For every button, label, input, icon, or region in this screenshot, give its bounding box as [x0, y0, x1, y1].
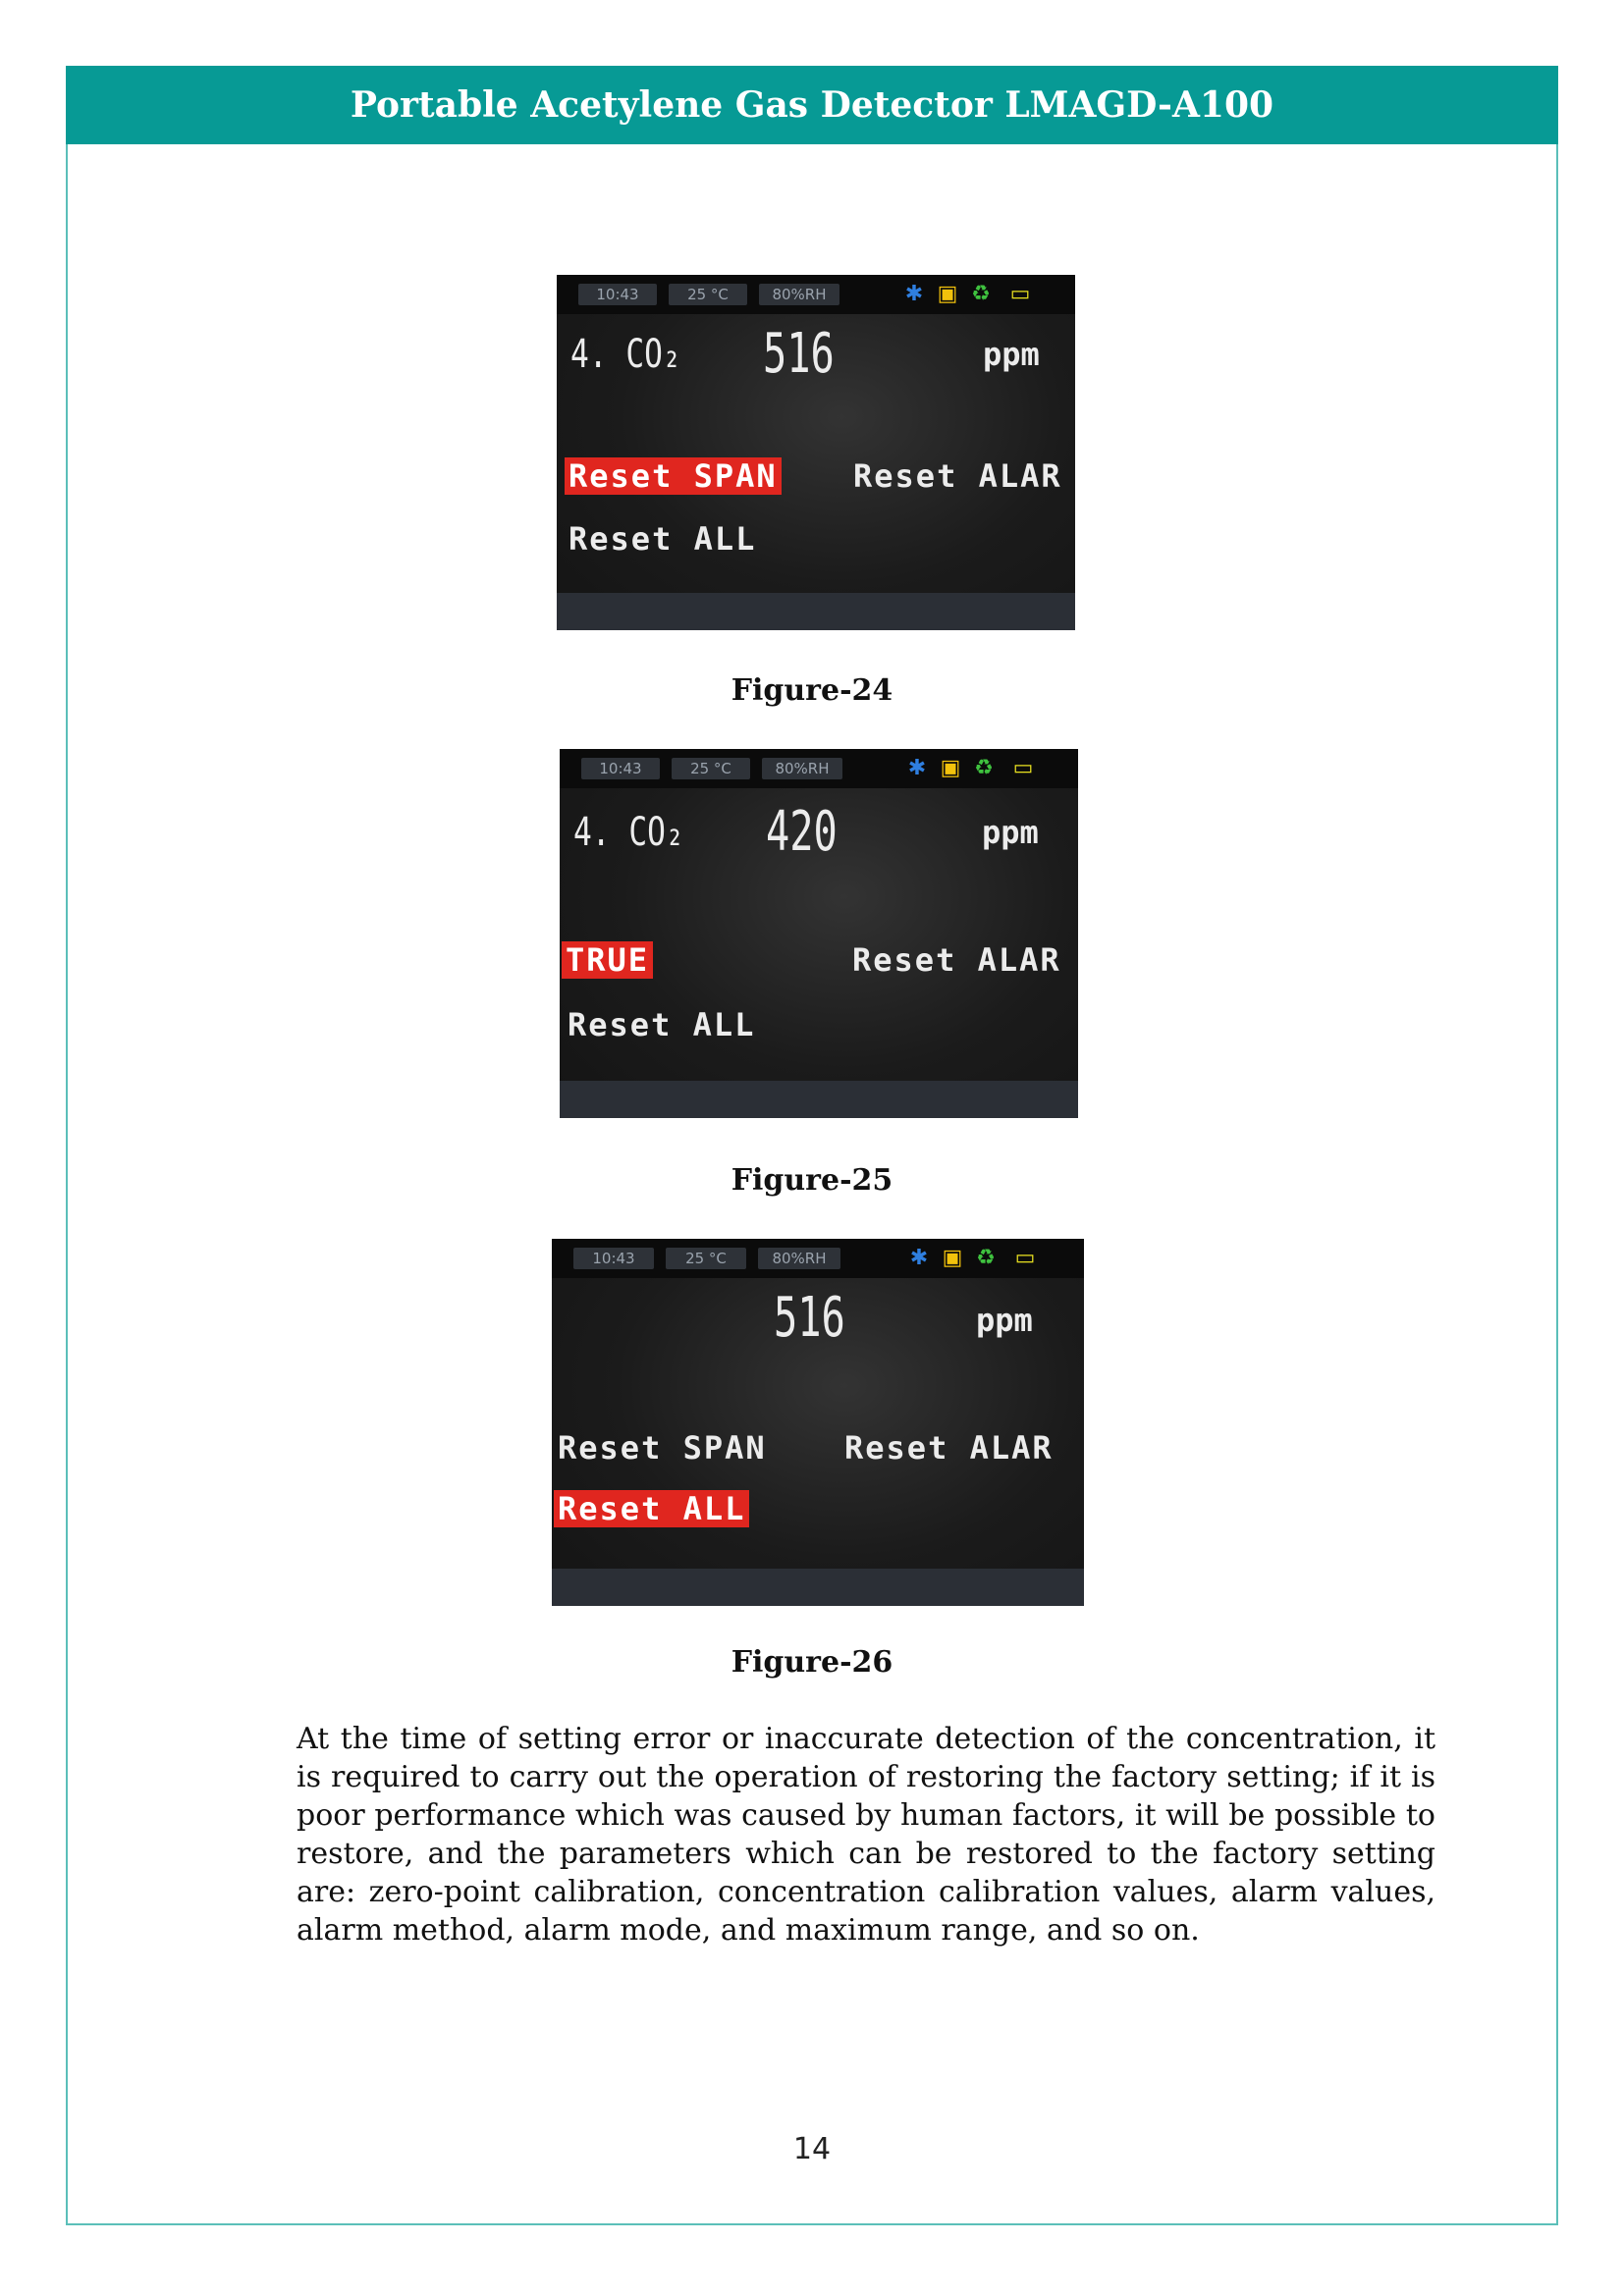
screen-bottom-strip	[560, 1081, 1078, 1118]
storage-icon: ▣	[937, 282, 958, 306]
gas-label: 4. CO₂	[573, 810, 684, 855]
time-readout: 10:43	[581, 758, 660, 779]
gas-label: 4. CO₂	[570, 332, 681, 377]
battery-icon: ▭	[1012, 756, 1034, 780]
recycle-icon: ♻	[974, 756, 994, 780]
menu-reset-span[interactable]: Reset SPAN	[558, 1429, 767, 1467]
battery-icon: ▭	[1009, 282, 1031, 306]
menu-reset-all[interactable]: Reset ALL	[568, 520, 757, 558]
bluetooth-icon: ✱	[907, 756, 927, 780]
document-header: Portable Acetylene Gas Detector LMAGD-A100	[66, 66, 1558, 144]
gas-unit: ppm	[982, 814, 1039, 851]
body-paragraph: At the time of setting error or inaccurate detection of the concentration, it is required to carry out the operation of restoring the factory setting; if it is poor performance which was caused by human factors, it will be possible to restore, and the parameters which can be restored to the factory setting are: zero-point calibration, concentration calibration values, alarm values, alarm method, alarm mode, and maximum range, and so on.	[297, 1722, 1435, 1948]
figure-caption: Figure-24	[731, 673, 893, 708]
temperature-readout: 25 °C	[669, 284, 747, 305]
device-screen-figure-25	[560, 749, 1078, 1118]
gas-concentration-value: 516	[763, 322, 835, 386]
humidity-readout: 80%RH	[759, 284, 839, 305]
humidity-readout: 80%RH	[758, 1248, 840, 1269]
temperature-readout: 25 °C	[672, 758, 750, 779]
bluetooth-icon: ✱	[904, 282, 924, 306]
gas-unit: ppm	[983, 336, 1040, 373]
menu-reset-alarm[interactable]: Reset ALAR	[853, 457, 1062, 495]
screen-bottom-strip	[552, 1569, 1084, 1606]
status-bar	[552, 1239, 1084, 1278]
screen-bottom-strip	[557, 593, 1075, 630]
figure-caption: Figure-26	[731, 1645, 893, 1680]
recycle-icon: ♻	[971, 282, 991, 306]
menu-reset-alarm[interactable]: Reset ALAR	[844, 1429, 1054, 1467]
menu-reset-alarm[interactable]: Reset ALAR	[852, 941, 1061, 979]
bluetooth-icon: ✱	[909, 1246, 929, 1270]
gas-unit: ppm	[976, 1302, 1033, 1339]
storage-icon: ▣	[942, 1246, 963, 1270]
recycle-icon: ♻	[976, 1246, 996, 1270]
status-bar	[557, 275, 1075, 314]
page-number: 14	[792, 2132, 832, 2166]
humidity-readout: 80%RH	[762, 758, 842, 779]
temperature-readout: 25 °C	[666, 1248, 746, 1269]
menu-reset-all[interactable]: Reset ALL	[568, 1006, 756, 1043]
battery-icon: ▭	[1014, 1246, 1036, 1270]
figure-caption: Figure-25	[731, 1163, 893, 1198]
storage-icon: ▣	[940, 756, 961, 780]
status-bar	[560, 749, 1078, 788]
menu-reset-all[interactable]: Reset ALL	[554, 1490, 749, 1527]
time-readout: 10:43	[578, 284, 657, 305]
device-screen-figure-26	[552, 1239, 1084, 1606]
gas-concentration-value: 516	[774, 1286, 845, 1350]
menu-true[interactable]: TRUE	[562, 941, 653, 979]
device-screen-figure-24	[557, 275, 1075, 630]
menu-reset-span[interactable]: Reset SPAN	[565, 457, 782, 495]
time-readout: 10:43	[573, 1248, 654, 1269]
gas-concentration-value: 420	[766, 800, 838, 864]
